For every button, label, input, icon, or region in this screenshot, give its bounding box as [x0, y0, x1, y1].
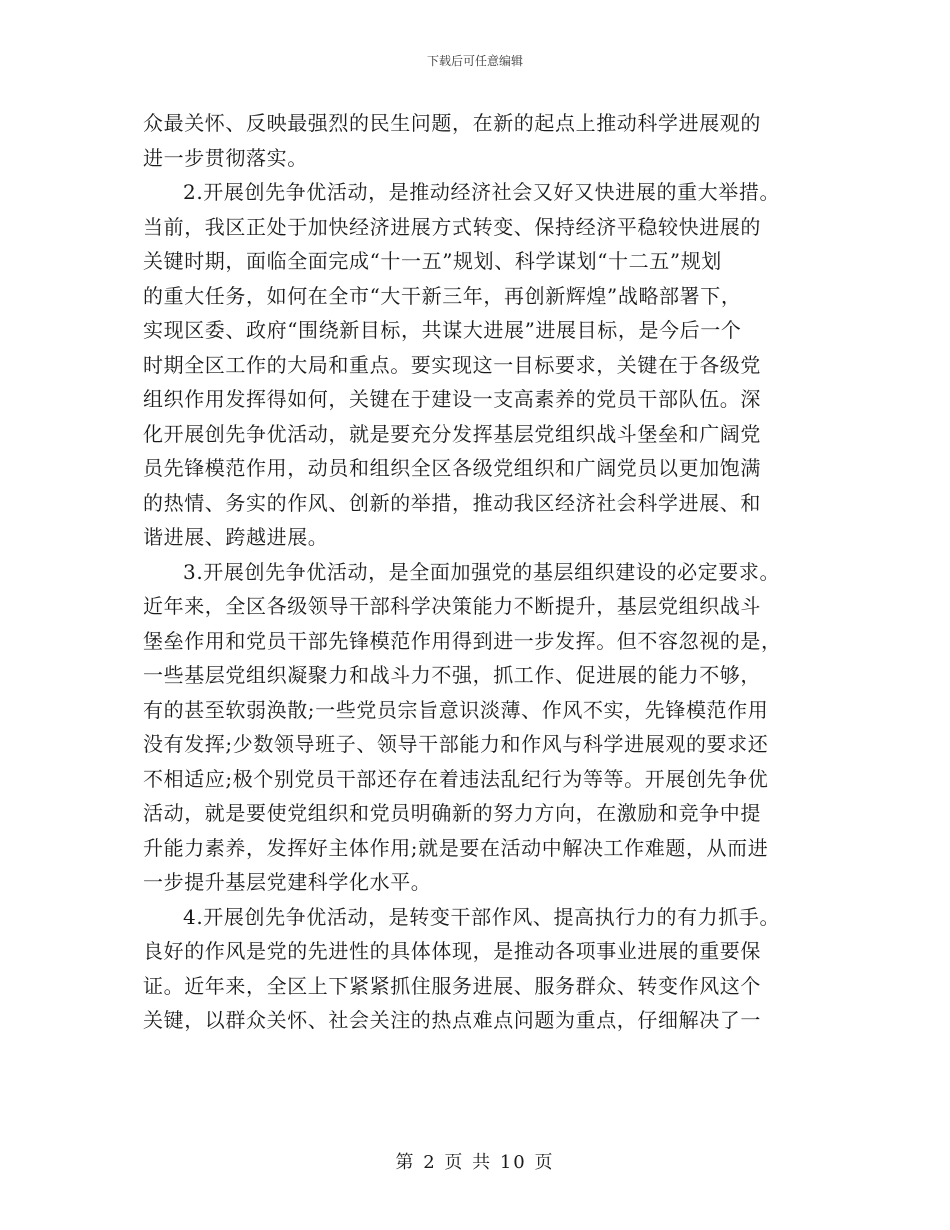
- text-line: 化开展创先争优活动，就是要充分发挥基层党组织战斗堡垒和广阔党: [143, 421, 761, 446]
- text-line: 谐进展、跨越进展。: [143, 525, 329, 549]
- text-line: 良好的作风是党的先进性的具体体现，是推动各项事业进展的重要保: [143, 939, 761, 963]
- text-line: 没有发挥;少数领导班子、领导干部能力和作风与科学进展观的要求还: [143, 732, 769, 756]
- text-line: 近年来，全区各级领导干部科学决策能力不断提升，基层党组织战斗: [143, 594, 761, 618]
- page-header: 下载后可任意编辑: [426, 54, 523, 68]
- text-line: 活动，就是要使党组织和党员明确新的努力方向，在激励和竞争中提: [143, 801, 761, 825]
- text-line: 员先锋模范作用，动员和组织全区各级党组织和广阔党员以更加饱满: [143, 456, 761, 480]
- text-line: 实现区委、政府“围绕新目标，共谋大进展”进展目标，是今后一个: [143, 318, 742, 342]
- text-line: 堡垒作用和党员干部先锋模范作用得到进一步发挥。但不容忽视的是，: [143, 628, 782, 653]
- text-line: 升能力素养，发挥好主体作用;就是要在活动中解决工作难题，从而进: [143, 835, 769, 860]
- text-line: 进一步贯彻落实。: [143, 145, 308, 170]
- text-line: 一步提升基层党建科学化水平。: [143, 870, 432, 894]
- text-line: 众最关怀、反映最强烈的民生问题，在新的起点上推动科学进展观的: [143, 111, 761, 135]
- text-line: 组织作用发挥得如何，关键在于建设一支高素养的党员干部队伍。深: [143, 387, 761, 411]
- text-line: 4.开展创先争优活动，是转变干部作风、提高执行力的有力抓手。: [183, 904, 781, 929]
- document-body: [143, 106, 811, 1038]
- page-footer: 第 2 页 共 10 页: [395, 1152, 555, 1173]
- text-line: 证。近年来，全区上下紧紧抓住服务进展、服务群众、转变作风这个: [143, 973, 761, 998]
- text-line: 时期全区工作的大局和重点。要实现这一目标要求，关键在于各级党: [143, 352, 761, 377]
- text-line: 3.开展创先争优活动，是全面加强党的基层组织建设的必定要求。: [183, 559, 781, 584]
- text-line: 不相适应;极个别党员干部还存在着违法乱纪行为等等。开展创先争优: [143, 766, 769, 791]
- text-line: 关键，以群众关怀、社会关注的热点难点问题为重点，仔细解决了一: [143, 1008, 761, 1032]
- text-line: 关键时期，面临全面完成“十一五”规划、科学谋划“十二五”规划: [143, 249, 722, 273]
- text-line: 2.开展创先争优活动，是推动经济社会又好又快进展的重大举措。: [183, 180, 781, 204]
- text-line: 的重大任务，如何在全市“大干新三年，再创新辉煌”战略部署下，: [143, 283, 742, 308]
- text-line: 有的甚至软弱涣散;一些党员宗旨意识淡薄、作风不实，先锋模范作用: [143, 697, 769, 722]
- text-line: 的热情、务实的作风、创新的举措，推动我区经济社会科学进展、和: [143, 490, 761, 515]
- text-line: 一些基层党组织凝聚力和战斗力不强，抓工作、促进展的能力不够，: [143, 663, 761, 687]
- text-line: 当前，我区正处于加快经济进展方式转变、保持经济平稳较快进展的: [143, 214, 761, 239]
